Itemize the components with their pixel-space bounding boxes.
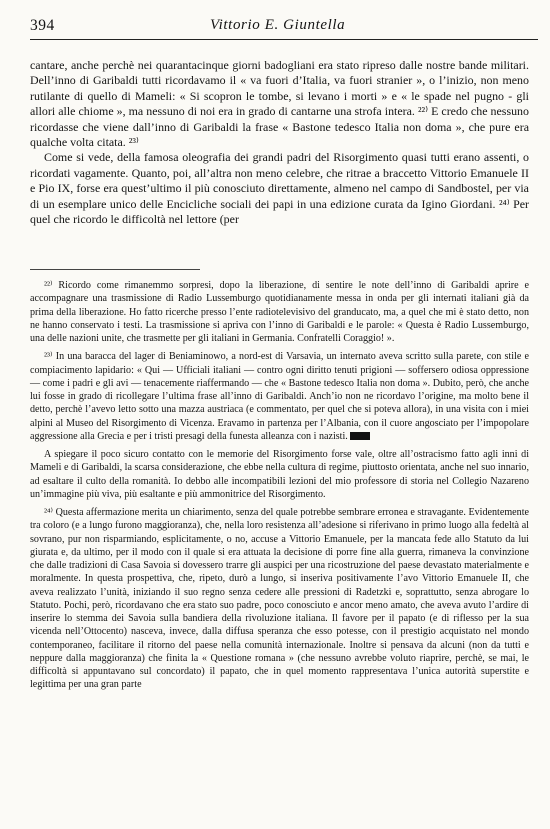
footnote-23-text: ²³⁾ In una baracca del lager di Beniaminowo, a nord-est di Varsavia, un internato aveva scritto sulla parete, con stile e compiacimento lapidario: « Qui — Ufficiali italiani — contro ogni diritto tenuti prigioni — soffersero odiosa oppressione — come i padri e gli avi — tenacemente riaffermando — che « Bastone tedesco Italia non doma ». Dubito, però, che anche lui fosse in grado di ricollegare l’ultima frase all’inno di Garibaldi. Anch’io non ne ricordavo l’origine, ma molto bene il detto, perchè l’avevo letto sotto una mazza austriaca (e commentato, per quel che si poteva allora), in una visita con i miei alpini al Museo del Risorgimento di Vicenza. Eravamo in partenza per l’Albania, con il cuore angosciato per l’impopolare aggressione alla Grecia e per i tristi presagi della funesta alleanza con i nazisti. (30, 351, 529, 442)
footnote-22: ²²⁾ Ricordo come rimanemmo sorpresi, dopo la liberazione, di sentire le note dell’inno di Garibaldi aprire e accompagnare una trasmissione di Radio Lussemburgo quotidianamente messa in onda per gli internati italiani già da prima della liberazione. Ho fatto ricerche presso l’ente radiotelevisivo del granducato, ma, a quel che mi è stato detto, non ne hanno conservato i testi. La trasmissione si apriva con l’inno di Garibaldi e le parole: « Questa è Radio Lussemburgo, una delle nazioni unite, che trasmette per gli italiani in Germania. Confratelli Coraggio! ». (30, 280, 529, 344)
main-text (30, 58, 529, 227)
footnote-23-continuation: A spiegare il poco sicuro contatto con le memorie del Risorgimento forse vale, oltre all’ostracismo fatto agli inni di Mameli e di Garibaldi, la scarsa considerazione, che ebbe nella cultura di regime, piuttosto orientata, anche nel suo innario, ad esaltare il culto della romanità. Io debbo alle incompatibili lezioni del mio professore di storia nel Collegio Nazareno un’immagine più viva, più esaltante e più ammonitrice del Risorgimento. (30, 449, 529, 500)
footnote-separator (30, 269, 200, 270)
footnote-24: ²⁴⁾ Questa affermazione merita un chiarimento, senza del quale potrebbe sembrare erronea e stravagante. Evidentemente tra coloro (e a lungo furono maggioranza), che, nella loro resistenza all’adesione si riferivano in primo luogo alla fedeltà al sovrano, pur non risparmiando, esplicitamente, o no, accuse a Vittorio Emanuele, per la mancata fede allo Statuto da lui giurata e, da ultimo, per il modo con il quale si era attuata la decisione di porre fine alla guerra, rimaneva la convinzione che dalle tradizioni di Casa Savoia si dovessero trarre gli auspici per una ricostruzione del paese devastato materialmente e moralmente. In questa prospettiva, che, ripeto, durò a lungo, si inseriva positivamente l’avo Vittorio Emanuele II, che aveva realizzato l’unità, iniziando il suo regno senza cedere alle pressioni di Radetzki e, soprattutto, senza abrogare lo Statuto. Pochi, però, ricordavano che era stato suo padre, poco conosciuto e ancor meno amato, che aveva avuto l’ardire di inserire lo stemma dei Savoia sulla bandiera della rivoluzione italiana. Il favore per il papato (e di riflesso per la sua vicenda nell’Ottocento) nasceva, invece, dalla diffusa speranza che esso potesse, con il prestigio acquistato nel mondo contemporaneo, facilitare il ritorno del paese nella comunità internazionale. Inoltre si pensava da alcuni (non da tutti e neppure dalla maggioranza) che finita la « Questione romana » (che nessuno avrebbe voluto riaprire, perchè, se mai, le difficoltà si appuntavano sul concordato) il papato, che in quel momento rappresentava l’unica autorità superstite e legittima per una gran parte (30, 507, 529, 691)
body-paragraph: cantare, anche perchè nei quarantacinque giorni badogliani era stato ripreso dalle nostre bande militari. Dell’inno di Garibaldi tutti ricordavamo il « va fuori d’Italia, va fuori stranier », o l’inizio, non meno rutilante di quello di Mameli: « Si scopron le tombe, si levano i morti » e « le spade nel pugno - gli allori alle chiome », ma nessuno di noi era in grado di cantarne una strofa intera. ²²⁾ E credo che nessuno ricordasse che viene dall’inno di Garibaldi la frase « Bastone tedesco Italia non doma », che pure era qualche volta citata. ²³⁾ (30, 58, 529, 150)
redaction-mark (350, 432, 370, 440)
page-header (30, 13, 538, 39)
footnotes (30, 279, 529, 692)
body-paragraph: Come si vede, della famosa oleografia dei grandi padri del Risorgimento quasi tutti erano assenti, o ricordati vagamente. Quanto, poi, all’altra non meno celebre, che ritrae a braccetto Vittorio Emanuele II e Pio IX, forse era quest’ultimo il più conosciuto direttamente, almeno nel campo di Sandbostel, per via di un esemplare unico delle Encicliche sociali dei papi in una edizione curata da Igino Giordani. ²⁴⁾ Per quel che ricordo le difficoltà nel lettore (per (30, 150, 529, 227)
running-head: Vittorio E. Giuntella (210, 17, 346, 33)
header-rule (30, 39, 538, 40)
footnote-23 (30, 350, 529, 443)
page-number: 394 (30, 17, 55, 34)
